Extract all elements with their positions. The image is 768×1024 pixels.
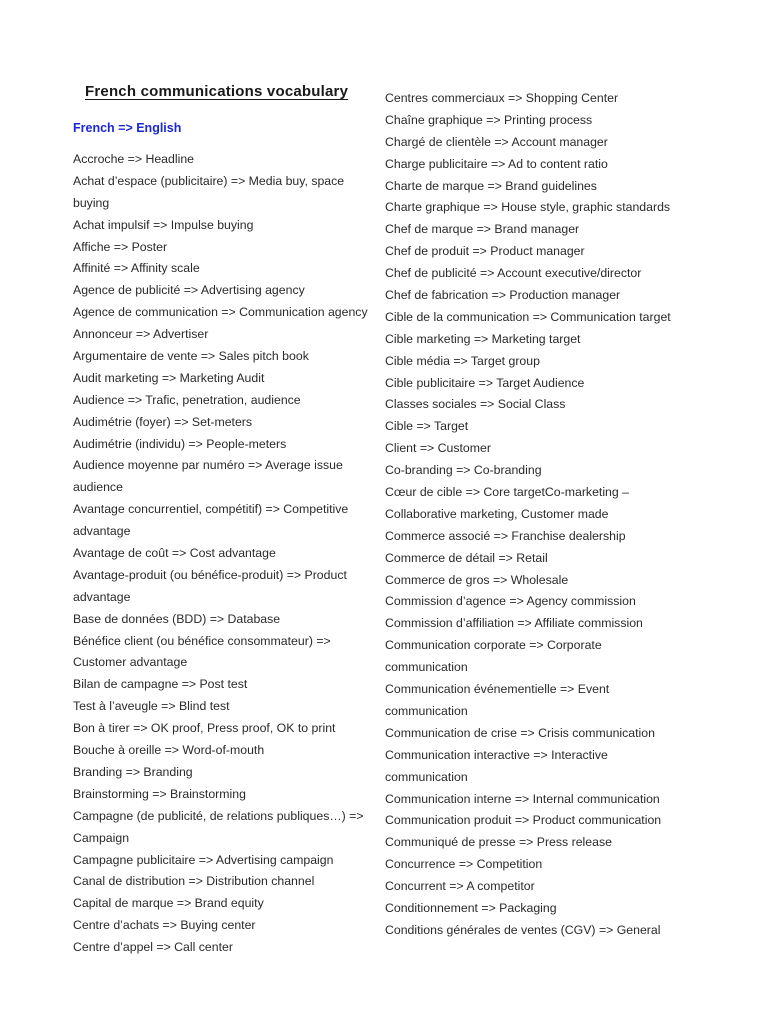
vocabulary-line: Commission d’affiliation => Affiliate commission (385, 616, 643, 631)
vocabulary-line: Canal de distribution => Distribution channel (73, 874, 315, 889)
vocabulary-line: Achat d’espace (publicitaire) => Media buy, space (73, 173, 345, 188)
vocabulary-line: Charge publicitaire => Ad to content ratio (385, 156, 608, 171)
vocabulary-line: communication (385, 660, 468, 675)
vocabulary-line: Annonceur => Advertiser (73, 327, 209, 342)
vocabulary-line: buying (73, 195, 110, 210)
vocabulary-line: advantage (73, 524, 131, 539)
vocabulary-line: Agence de communication => Communication agency (73, 305, 368, 320)
vocabulary-line: Communication événementielle => Event (385, 682, 610, 697)
vocabulary-line: Cible marketing => Marketing target (385, 331, 581, 346)
vocabulary-line: Chef de marque => Brand manager (385, 222, 580, 237)
vocabulary-line: Commerce de détail => Retail (385, 550, 548, 565)
vocabulary-line: Communication interne => Internal communication (385, 791, 660, 806)
vocabulary-line: Conditions générales de ventes (CGV) => General (385, 922, 661, 937)
vocabulary-line: Bilan de campagne => Post test (73, 677, 248, 692)
vocabulary-line: Campaign (73, 830, 130, 845)
vocabulary-line: Avantage de coût => Cost advantage (73, 546, 276, 561)
vocabulary-line: Communication interactive => Interactive (385, 747, 608, 762)
vocabulary-line: Audience => Trafic, penetration, audience (73, 392, 301, 407)
vocabulary-line: Centre d’appel => Call center (73, 940, 233, 955)
vocabulary-line: Classes sociales => Social Class (385, 397, 566, 412)
vocabulary-line: Achat impulsif => Impulse buying (73, 217, 254, 232)
vocabulary-line: Base de données (BDD) => Database (73, 611, 281, 626)
page-title: French communications vocabulary (85, 83, 349, 100)
vocabulary-line: Communiqué de presse => Press release (385, 835, 612, 850)
vocabulary-line: Commerce associé => Franchise dealership (385, 528, 626, 543)
vocabulary-line: Chaîne graphique => Printing process (385, 112, 593, 127)
vocabulary-line: Commission d’agence => Agency commission (385, 594, 636, 609)
vocabulary-line: Chef de fabrication => Production manager (385, 288, 621, 303)
vocabulary-line: Co-branding => Co-branding (385, 463, 542, 478)
vocabulary-line: Collaborative marketing, Customer made (385, 506, 609, 521)
vocabulary-line: Campagne (de publicité, de relations publiques…) => (73, 808, 364, 823)
vocabulary-line: Agence de publicité => Advertising agency (73, 283, 305, 298)
right-column (385, 88, 725, 942)
vocabulary-line: Communication produit => Product communication (385, 813, 662, 828)
vocabulary-line: Client => Customer (385, 441, 491, 456)
vocabulary-line: Customer advantage (73, 655, 188, 670)
vocabulary-line: Charte de marque => Brand guidelines (385, 178, 597, 193)
vocabulary-line: Audit marketing => Marketing Audit (73, 370, 265, 385)
vocabulary-line: Chef de publicité => Account executive/director (385, 266, 642, 281)
vocabulary-line: Bouche à oreille => Word-of-mouth (73, 743, 265, 758)
vocabulary-line: Bénéfice client (ou bénéfice consommateur) => (73, 633, 331, 648)
vocabulary-line: Campagne publicitaire => Advertising campaign (73, 852, 334, 867)
vocabulary-line: Cœur de cible => Core targetCo-marketing – (385, 485, 629, 500)
vocabulary-line: Centres commerciaux => Shopping Center (385, 91, 619, 105)
vocabulary-line: Chargé de clientèle => Account manager (385, 134, 608, 149)
vocabulary-line: Communication corporate => Corporate (385, 638, 602, 653)
vocabulary-line: Centre d’achats => Buying center (73, 918, 256, 933)
vocabulary-line: Cible de la communication => Communication target (385, 309, 671, 324)
vocabulary-line: Avantage concurrentiel, compétitif) => Competitive (73, 502, 349, 517)
vocabulary-line: Accroche => Headline (73, 152, 194, 166)
vocabulary-line: Avantage-produit (ou bénéfice-produit) => Product (73, 567, 347, 582)
vocabulary-line: Branding => Branding (73, 764, 193, 779)
vocabulary-line: Conditionnement => Packaging (385, 900, 557, 915)
vocabulary-line: Test à l’aveugle => Blind test (73, 699, 230, 714)
vocabulary-line: communication (385, 703, 468, 718)
vocabulary-line: Cible => Target (385, 419, 469, 434)
vocabulary-line: Cible publicitaire => Target Audience (385, 375, 585, 390)
vocabulary-line: Argumentaire de vente => Sales pitch book (73, 349, 309, 364)
vocabulary-line: Concurrent => A competitor (385, 879, 535, 894)
vocabulary-line: Bon à tirer => OK proof, Press proof, OK to print (73, 721, 336, 736)
vocabulary-line: audience (73, 480, 123, 495)
vocabulary-line: Affinité => Affinity scale (73, 261, 200, 276)
vocabulary-line: Affiche => Poster (73, 239, 168, 254)
vocabulary-line: Commerce de gros => Wholesale (385, 572, 569, 587)
vocabulary-line: Cible média => Target group (385, 353, 540, 368)
vocabulary-line: Audimétrie (foyer) => Set-meters (73, 414, 253, 429)
language-direction-subheading: French => English (73, 121, 182, 135)
left-column (73, 149, 385, 959)
vocabulary-line: Chef de produit => Product manager (385, 244, 585, 259)
vocabulary-line: Communication de crise => Crisis communication (385, 725, 655, 740)
vocabulary-line: advantage (73, 589, 131, 604)
vocabulary-line: Audimétrie (individu) => People-meters (73, 436, 287, 451)
vocabulary-line: Charte graphique => House style, graphic standards (385, 200, 671, 215)
vocabulary-line: Capital de marque => Brand equity (73, 896, 264, 911)
vocabulary-line: Concurrence => Competition (385, 857, 543, 872)
vocabulary-line: communication (385, 769, 468, 784)
vocabulary-line: Brainstorming => Brainstorming (73, 786, 246, 801)
vocabulary-line: Audience moyenne par numéro => Average issue (73, 458, 343, 473)
